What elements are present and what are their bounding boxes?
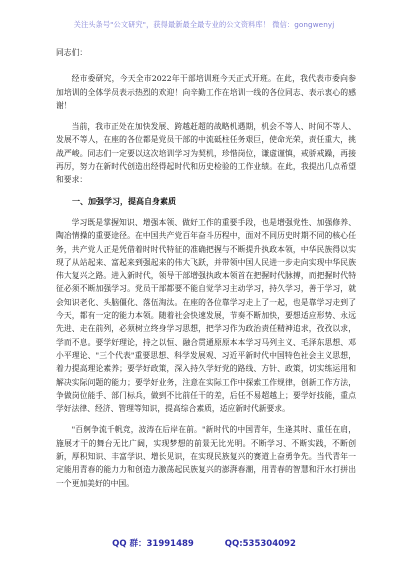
footer-qq-group: QQ 群：31991489 [112, 539, 194, 549]
paragraph-opening: 经市委研究，今天全市2022年干部培训班今天正式开班。在此，我代表市委向参加培训的全体学员表示热烈的欢迎！向辛勤工作在培训一线的各位同志、表示衷心的感谢！ [56, 74, 356, 110]
paragraph-requirements: 当前，我市正处在加快发展、跨越赶超的战略机遇期，机会不等人、时间不等人、发展不等人，在座的各位都是党员干部的中流砥柱任务艰巨，使命光荣，责任重大，挑战严峻。同志们一定要以这次培训学习为契机，珍惜岗位，谦虚谨慎，戒骄戒躁，再接再厉，努力在新时代创造出经得起时代和历史检验的工作业绩。在此，我提出几点希望和要求： [56, 122, 356, 185]
paragraph-youth: "百舸争流千帆竞，波涛在后岸在前。"新时代的中国青年，生逢其时、重任在肩，施展才干的舞台无比广阔，实现梦想的前景无比光明。不断学习、不断实践，不断创新，厚积知识、丰富学识、增长见识，在实现民族复兴的赛道上奋勇争先。当代青年一定能用青春的能力力和创造力激荡起民族复兴的澎湃春潮，用青春的智慧和汗水打拼出一个更加美好的中国。 [56, 425, 356, 488]
document-body [56, 46, 356, 490]
page-footer [0, 537, 408, 549]
paragraph-study: 学习既是掌握知识、增强本领、做好工作的重要手段，也是增强党性、加强修养、陶冶情操的重要途径。在中国共产党百年奋斗历程中，面对不同历史时期不同的核心任务，共产党人正是凭借着时时代特征的准确把握与不断提升执政本领，中华民族得以实现了从站起来、富起来到强起来的伟大飞跃，并带领中国人民进一步走向实现中华民族伟大复兴之路。进入新时代，领导干部增强执政本领首在把握时代脉搏，而把握时代特征必须不断加强学习。党员干部都要不能自觉学习主动学习，持久学习，善于学习，就会知识老化、头脑僵化、落伍淘汰。在座的各位靠学习走上了一起，也是靠学习走到了今天，都有一定的能力本领。随着社会快速发展，节奏不断加快，要想适应形势、永远先进、走在前列，必须树立终身学习思想，把学习作为政治责任精神追求，孜孜以求，学而不息。要学好理论，持之以恒、融合贯通原原本本学习马列主义、毛泽东思想、邓小平理论、"三个代表"重要思想、科学发展观、习近平新时代中国特色社会主义思想，着力提高理论素养；要学好政策，深入持久学好党的路线、方针、政策，切实练运用和解决实际问题的能力；要学好业务，注意在实际工作中探索工作规律，创新工作方法，争做岗位能手、部门标兵，做到不比前任干的差，后任不易超越上；要学好技能，重点学好法律、经济、管理等知识，提高综合素质，适应新时代新要求。 [56, 217, 356, 414]
section-heading: 一、加强学习，提高自身素质 [72, 195, 176, 206]
footer-qq-contact: QQ:535304092 [224, 539, 296, 549]
greeting: 同志们： [56, 48, 88, 57]
page-header-notice: 关注头条号"公文研究"，获得最新最全最专业的公文资料库！ 微信：gongwenyj [73, 20, 335, 29]
